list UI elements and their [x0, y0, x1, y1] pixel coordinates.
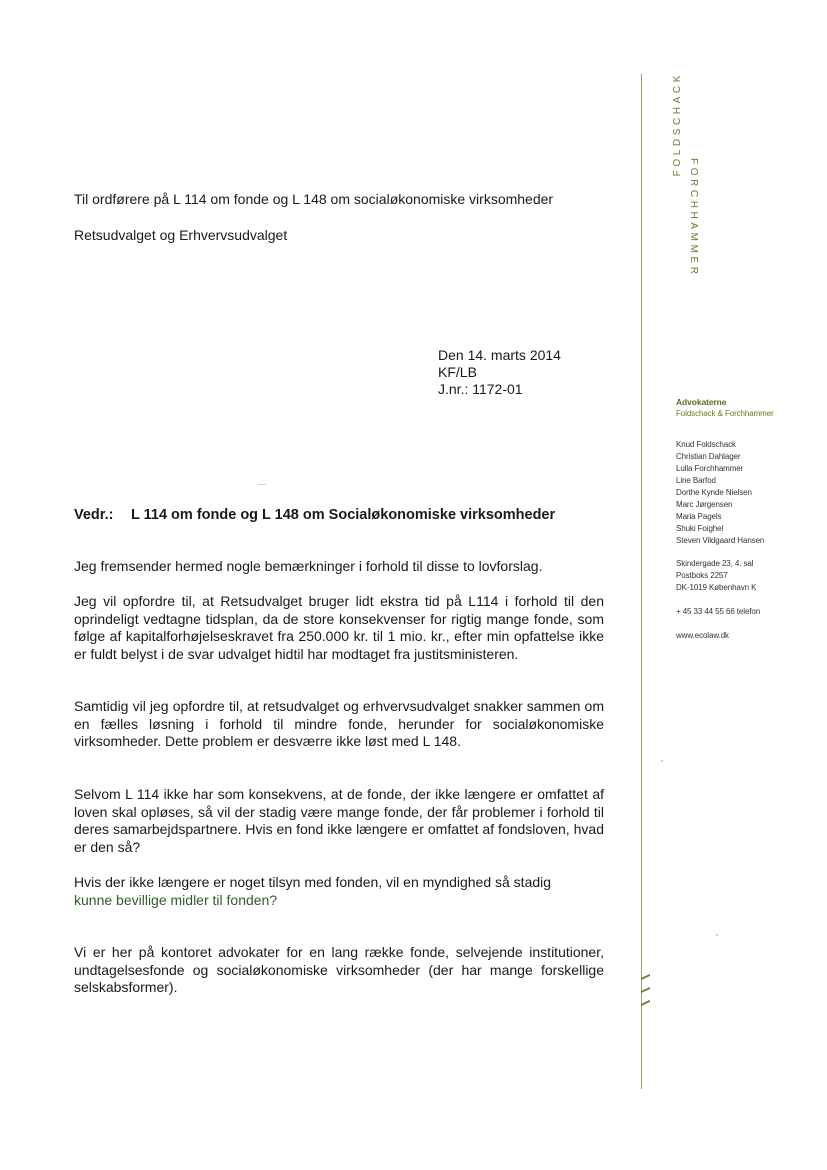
paragraph-2: Jeg vil opfordre til, at Retsudvalget bruger lidt ekstra tid på L114 i forhold til den oprindeligt vedtagne tidsplan, da de store konsekvenser for rigtig mange fonde, som følge af kapitalforhøjelseskravet fra 250.000 kr. til 1 mio. kr., efter min opfattelse ikke er fuldt belyst i de svar udvalget hidtil har modtaget fra justitsministeren. — [74, 593, 604, 662]
scan-speck — [661, 760, 663, 762]
paragraph-5-part1: Hvis der ikke længere er noget tilsyn med fonden, vil en myndighed så stadig — [74, 874, 552, 890]
date-block — [438, 347, 561, 398]
subject-label: Vedr.: — [74, 507, 114, 523]
letter-initials: KF/LB — [438, 364, 477, 380]
paragraph-1: Jeg fremsender hermed nogle bemærkninger i forhold til disse to lovforslag. — [74, 558, 543, 574]
divider — [258, 484, 266, 485]
subject-text: L 114 om fonde og L 148 om Socialøkonomiske virksomheder — [131, 507, 556, 523]
person-name: Christian Dahlager — [676, 452, 741, 461]
sidebar-phone: + 45 33 44 55 66 telefon — [676, 607, 761, 616]
address-line: DK-1019 København K — [676, 583, 757, 592]
paragraph-4: Selvom L 114 ikke har som konsekvens, at de fonde, der ikke længere er omfattet af loven skal opløses, så vil der stadig være mange fonde, der får problemer i forhold til deres samarbejdspartnere. Hvis en fond ikke længere er omfattet af fondsloven, hvad er den så? — [74, 786, 604, 855]
firm-title: Advokaterne — [676, 397, 727, 407]
person-name: Lulla Forchhammer — [676, 464, 744, 473]
person-name: Steven Vildgaard Hansen — [676, 536, 765, 545]
person-name: Line Barfod — [676, 476, 716, 485]
rule-mark — [641, 1000, 650, 1006]
recipient-line1: Til ordførere på L 114 om fonde og L 148 om socialøkonomiske virksomheder — [74, 191, 554, 207]
person-name: Marc Jørgensen — [676, 500, 733, 509]
sidebar-firm — [676, 396, 774, 420]
address-line: Postboks 2257 — [676, 571, 728, 580]
scan-speck — [716, 934, 718, 936]
firm-subtitle: Foldschack & Forchhammer — [676, 409, 774, 418]
sidebar-web[interactable]: www.ecolaw.dk — [676, 631, 729, 640]
logo-foldschack: FOLDSCHACK — [672, 72, 683, 177]
person-name: Dorthe Kynde Nielsen — [676, 488, 752, 497]
logo-forchhammer: FORCHHAMMER — [688, 158, 699, 278]
person-name: Maria Pagels — [676, 512, 722, 521]
rule-mark — [641, 987, 650, 993]
paragraph-5 — [74, 874, 604, 909]
person-name: Shuki Foighel — [676, 524, 724, 533]
case-number: J.nr.: 1172-01 — [438, 381, 523, 397]
person-name: Knud Foldschack — [676, 440, 736, 449]
rule-mark — [641, 974, 650, 980]
recipient-line2: Retsudvalget og Erhvervsudvalget — [74, 227, 288, 243]
sidebar-people — [676, 439, 764, 547]
paragraph-3: Samtidig vil jeg opfordre til, at retsudvalget og erhvervsudvalget snakker sammen om en fælles løsning i forhold til mindre fonde, herunder for socialøkonomiske virksomheder. Dette problem er desværre ikke løst med L 148. — [74, 698, 604, 749]
margin-rule — [641, 74, 642, 1089]
paragraph-6: Vi er her på kontoret advokater for en lang række fonde, selvejende institutioner, undtagelsesfonde og socialøkonomiske virksomheder (der har mange forskellige selskabsformer). — [74, 944, 604, 995]
address-line: Skindergade 23, 4. sal — [676, 559, 754, 568]
sidebar-address — [676, 558, 756, 594]
paragraph-5-part2: kunne bevillige midler til fonden? — [74, 891, 278, 908]
letter-date: Den 14. marts 2014 — [438, 347, 561, 363]
